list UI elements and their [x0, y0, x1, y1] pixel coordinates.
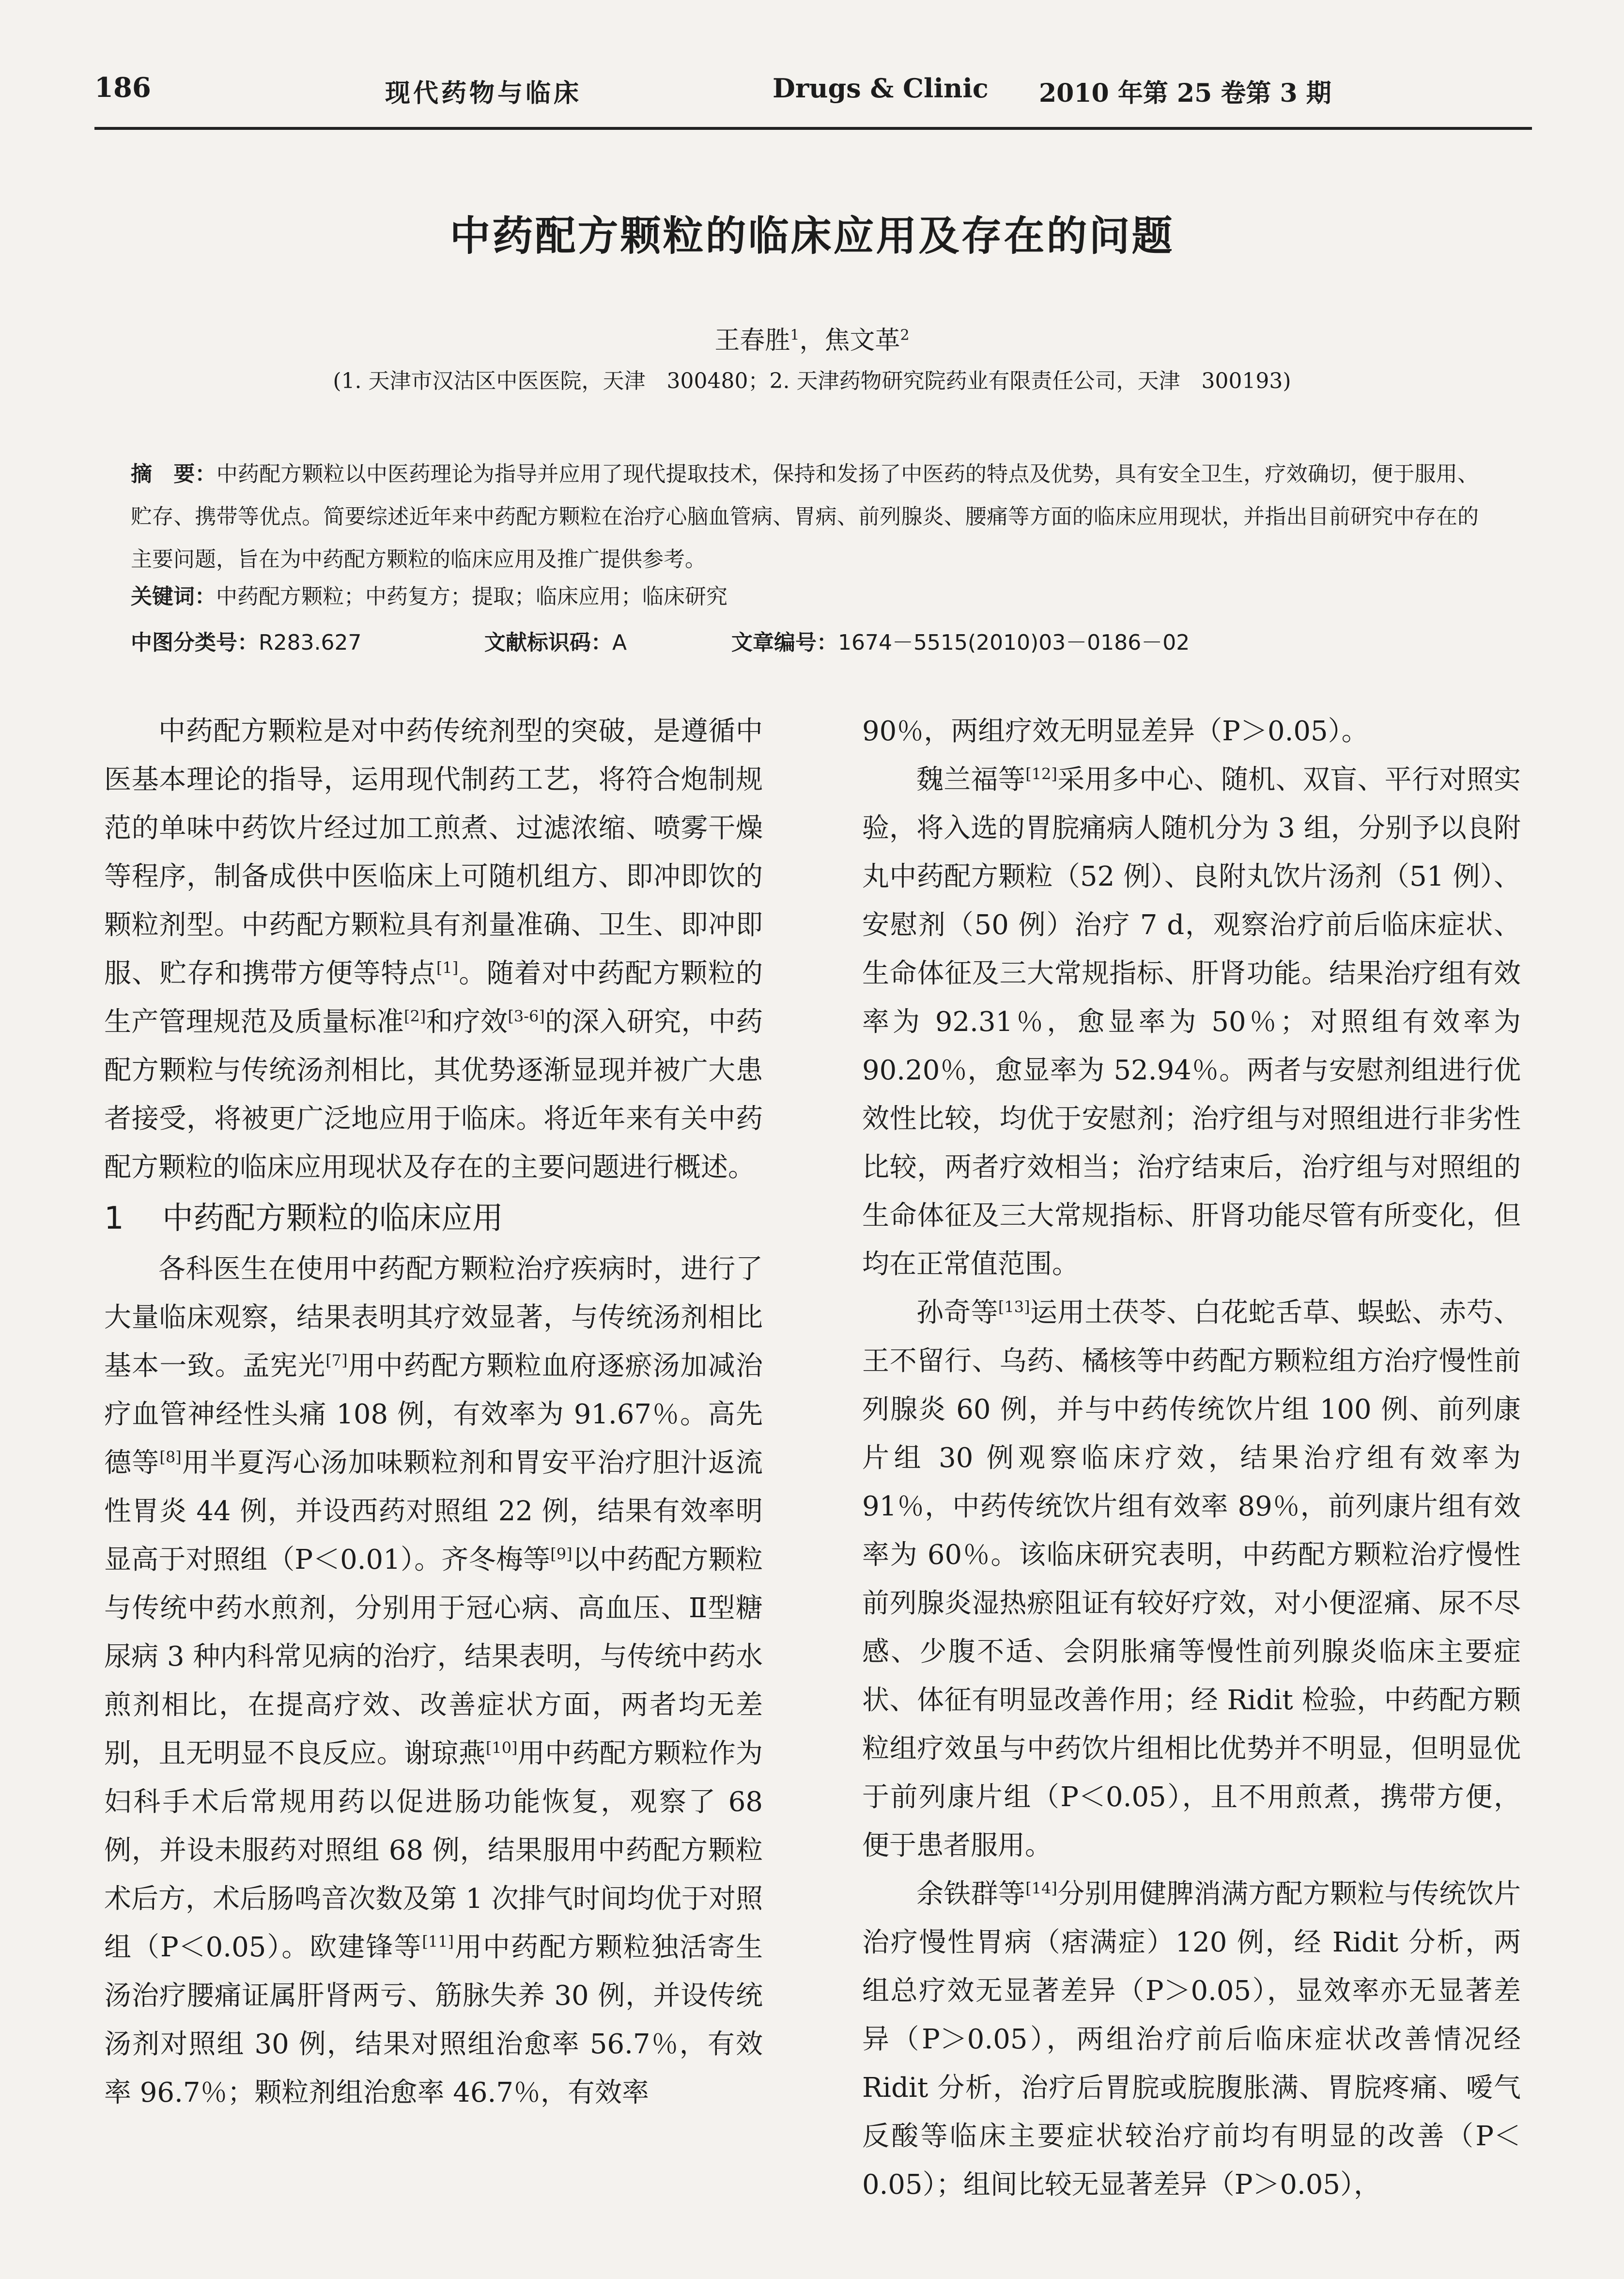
- citation: [14]: [1025, 1879, 1057, 1898]
- section-number: 1: [104, 1201, 124, 1236]
- intro-paragraph: [104, 707, 763, 1192]
- left-column: [104, 707, 763, 2117]
- articleno-value: 1674－5515(2010)03－0186－02: [838, 630, 1190, 655]
- clc-value: R283.627: [259, 630, 362, 655]
- author-line: [0, 320, 1624, 356]
- text-run: 用中药配方颗粒作为妇科手术后常规用药以促进肠功能恢复，观察了 68 例，并设未服药对照组 68 例，结果服用中药配方颗粒术后方，术后肠鸣音次数及第 1 次排气时间均优于对照组（P＜0.05）。欧建锋等: [104, 1738, 763, 1963]
- text-run: 和疗效: [426, 1006, 508, 1038]
- right-column: [862, 707, 1521, 2209]
- citation: [8]: [159, 1448, 182, 1467]
- keywords-label: 关键词：: [131, 584, 216, 609]
- text-run: 分别用健脾消满方配方颗粒与传统饮片治疗慢性胃病（痞满症）120 例，经 Ridit 分析，两组总疗效无显著差异（P＞0.05），显效率亦无显著差异（P＞0.05），两组治疗前后临床症状改善情况经 Ridit 分析，治疗后胃脘或脘腹胀满、胃脘疼痛、嗳气反酸等临床主要症状较治疗前均有明显的改善（P＜0.05）；组间比较无显著差异（P＞0.05），: [862, 1878, 1521, 2201]
- author-separator: ，: [799, 326, 825, 355]
- abstract-label: 摘 要：: [131, 462, 217, 486]
- continued-paragraph: 90％，两组疗效无明显差异（P＞0.05）。: [862, 716, 1369, 747]
- abstract: [131, 453, 1479, 581]
- classification-line: [131, 625, 1479, 654]
- text-run: 。随着对中药配方颗粒的生产管理规范及质量标准: [104, 958, 763, 1038]
- text-run: 用半夏泻心汤加味颗粒剂和胃安平治疗胆汁返流性胃炎 44 例，并设西药对照组 22 例，结果有效率明显高于对照组（P＜0.01）。齐冬梅等: [104, 1447, 763, 1576]
- abstract-text: 中药配方颗粒以中医药理论为指导并应用了现代提取技术，保持和发扬了中医药的特点及优势，具有安全卫生，疗效确切，便于服用、贮存、携带等优点。简要综述近年来中药配方颗粒在治疗心脑血管病、胃病、前列腺炎、腰痛等方面的临床应用现状，并指出目前研究中存在的主要问题，旨在为中药配方颗粒的临床应用及推广提供参考。: [131, 462, 1479, 572]
- doccode-label: 文献标识码：: [484, 630, 612, 655]
- citation: [13]: [998, 1297, 1030, 1316]
- text-run: 用中药配方颗粒血府逐瘀汤加减治疗血管神经性头痛 108 例，有效率为 91.67％。高先德等: [104, 1350, 763, 1479]
- text-run: 采用多中心、随机、双盲、平行对照实验，将入选的胃脘痛病人随机分为 3 组，分别予以良附丸中药配方颗粒（52 例）、良附丸饮片汤剂（51 例）、安慰剂（50 例）治疗 7 d，观察治疗前后临床症状、生命体征及三大常规指标、肝肾功能。结果治疗组有效率为 92.31％，愈显率为 50％；对照组有效率为 90.20％，愈显率为 52.94％。两者与安慰剂组进行优效性比较，均优于安慰剂；治疗组与对照组进行非劣性比较，两者疗效相当；治疗结束后，治疗组与对照组的生命体征及三大常规指标、肝肾功能尽管有所变化，但均在正常值范围。: [862, 764, 1521, 1280]
- text-run: 运用土茯苓、白花蛇舌草、蜈蚣、赤芍、王不留行、乌药、橘核等中药配方颗粒组方治疗慢性前列腺炎 60 例，并与中药传统饮片组 100 例、前列康片组 30 例观察临床疗效，结果治疗组有效率为 91％，中药传统饮片组有效率 89％，前列康片组有效率为 60％。该临床研究表明，中药配方颗粒治疗慢性前列腺炎湿热瘀阻证有较好疗效，对小便涩痛、尿不尽感、少腹不适、会阴胀痛等慢性前列腺炎临床主要症状、体征有明显改善作用；经 Ridit 检验，中药配方颗粒组疗效虽与中药饮片组相比优势并不明显，但明显优于前列康片组（P＜0.05），且不用煎煮，携带方便，便于患者服用。: [862, 1297, 1521, 1861]
- header-divider: [94, 127, 1532, 130]
- articleno-label: 文章编号：: [731, 630, 838, 655]
- page-number: 186: [94, 72, 151, 104]
- clc-label: 中图分类号：: [131, 630, 259, 655]
- doccode-value: A: [612, 630, 627, 655]
- citation: [9]: [550, 1545, 572, 1563]
- text-run: 以中药配方颗粒与传统中药水煎剂，分别用于冠心病、高血压、Ⅱ型糖尿病 3 种内科常见病的治疗，结果表明，与传统中药水煎剂相比，在提高疗效、改善症状方面，两者均无差别，且无明显不良反应。谢琼燕: [104, 1544, 763, 1769]
- document-code: [484, 625, 627, 656]
- citation: [3-6]: [508, 1007, 545, 1026]
- section-title: 中药配方颗粒的临床应用: [162, 1201, 503, 1236]
- keywords-text: 中药配方颗粒；中药复方；提取；临床应用；临床研究: [216, 584, 727, 609]
- citation: [7]: [325, 1351, 348, 1370]
- keywords: [131, 579, 1479, 610]
- citation: [11]: [422, 1932, 454, 1951]
- author-name: 王春胜: [714, 326, 790, 355]
- citation: [1]: [436, 958, 459, 977]
- running-header: [94, 72, 1532, 120]
- text-run: 余铁群等: [916, 1878, 1026, 1910]
- text-run: 各科医生在使用中药配方颗粒治疗疾病时，进行了大量临床观察，结果表明其疗效显著，与传统汤剂相比基本一致。孟宪光: [104, 1253, 763, 1382]
- journal-name-cn: 现代药物与临床: [385, 78, 582, 108]
- clc-code: [131, 625, 362, 656]
- article-number: [731, 625, 1190, 656]
- body-paragraph: [862, 756, 1521, 1289]
- text-run: 魏兰福等: [916, 764, 1026, 796]
- issue-info: 2010 年第 25 卷第 3 期: [1039, 78, 1331, 108]
- journal-name-en: Drugs & Clinic: [773, 73, 989, 104]
- affiliation-mark: 2: [900, 327, 910, 344]
- citation: [12]: [1025, 765, 1057, 783]
- text-run: 的深入研究，中药配方颗粒与传统汤剂相比，其优势逐渐显现并被广大患者接受，将被更广泛地应用于临床。将近年来有关中药配方颗粒的临床应用现状及存在的主要问题进行概述。: [104, 1006, 763, 1183]
- body-paragraph: [862, 1870, 1521, 2209]
- section-heading: [104, 1192, 763, 1245]
- text-run: 用中药配方颗粒独活寄生汤治疗腰痛证属肝肾两亏、筋脉失养 30 例，并设传统汤剂对照组 30 例，结果对照组治愈率 56.7％，有效率 96.7％；颗粒剂组治愈率 46.7％，有效率: [104, 1932, 763, 2108]
- text-run: 中药配方颗粒是对中药传统剂型的突破，是遵循中医基本理论的指导，运用现代制药工艺，将符合炮制规范的单味中药饮片经过加工煎煮、过滤浓缩、喷雾干燥等程序，制备成供中医临床上可随机组方、即冲即饮的颗粒剂型。中药配方颗粒具有剂量准确、卫生、即冲即服、贮存和携带方便等特点: [104, 716, 763, 989]
- body-paragraph: [104, 1245, 763, 2117]
- author-name: 焦文革: [824, 326, 900, 355]
- body-paragraph: [862, 1289, 1521, 1870]
- affiliation-mark: 1: [790, 327, 800, 344]
- article-title: 中药配方颗粒的临床应用及存在的问题: [449, 212, 1175, 260]
- citation: [10]: [485, 1738, 518, 1757]
- citation: [2]: [403, 1007, 426, 1026]
- text-run: 孙奇等: [916, 1297, 998, 1328]
- affiliation: (1. 天津市汉沽区中医医院，天津 300480；2. 天津药物研究院药业有限责任公司，天津 300193): [333, 369, 1291, 393]
